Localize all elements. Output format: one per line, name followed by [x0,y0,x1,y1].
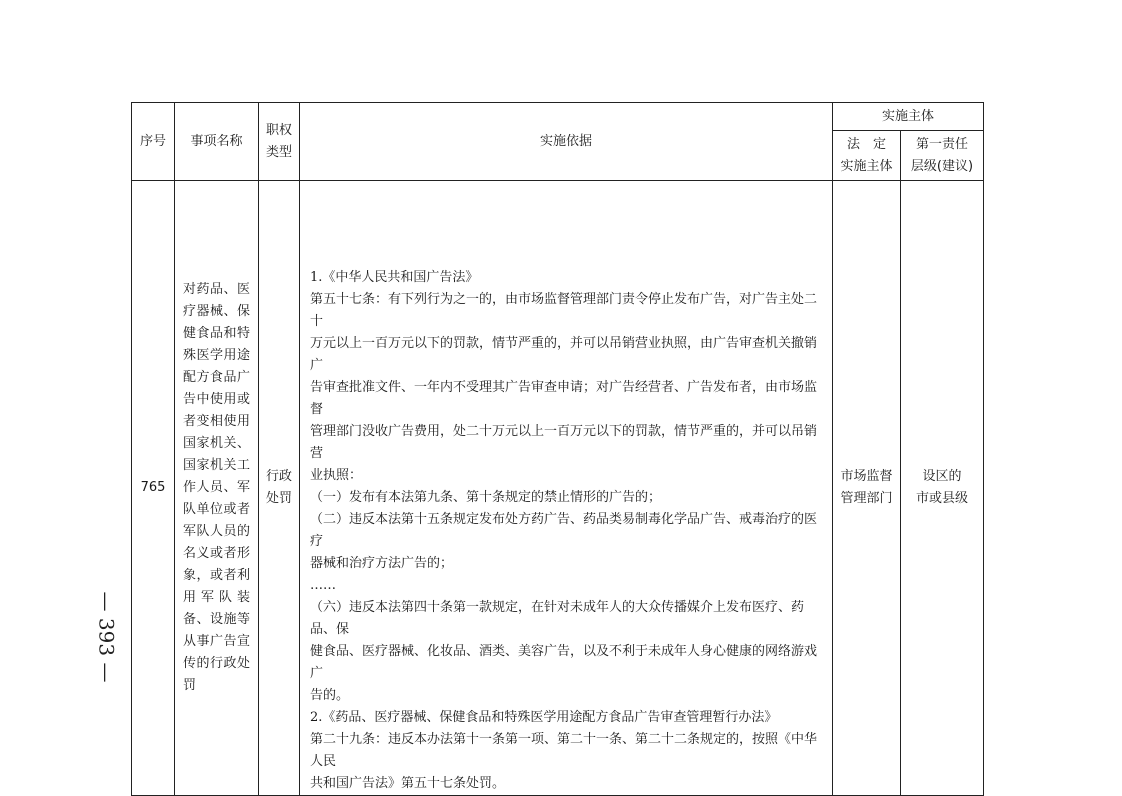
basis-line: 第五十七条：有下列行为之一的，由市场监督管理部门责令停止发布广告，对广告主处二十 [310,292,818,329]
row-name-line: 健食品和特 [183,326,250,341]
basis-line: 1.《中华人民共和国广告法》 [310,270,479,285]
row-name-line: 殊医学用途 [183,348,250,363]
basis-line: 2.《药品、医疗器械、保健食品和特殊医学用途配方食品广告审查管理暂行办法》 [310,710,778,725]
basis-line: 告审查批准文件、一年内不受理其广告审查申请；对广告经营者、广告发布者，由市场监督 [310,380,818,417]
row-name-line: 用军队装 [183,590,250,605]
row-name-line: 军队人员的 [183,524,250,539]
row-name [175,181,259,796]
header-basis: 实施依据 [300,103,833,181]
basis-line: …… [310,578,336,593]
basis-line: 器械和治疗方法广告的； [310,556,454,571]
row-name-line: 告中使用或 [183,392,250,407]
header-power-type: 职权 类型 [259,103,300,181]
basis-line: （一）发布有本法第九条、第十条规定的禁止情形的广告的； [310,490,662,505]
basis-line: 健食品、医疗器械、化妆品、酒类、美容广告，以及不利于未成年人身心健康的网络游戏广 [310,644,818,681]
basis-line: （六）违反本法第四十条第一款规定，在针对未成年人的大众传播媒介上发布医疗、药品、保 [310,600,805,637]
basis-line: 共和国广告法》第五十七条处罚。 [310,776,506,791]
header-legal-subject: 法 定 实施主体 [833,131,901,181]
header-seq: 序号 [132,103,175,181]
row-seq: 765 [132,181,175,796]
row-name-line: 对药品、医 [183,282,250,297]
header-subject: 实施主体 [833,103,984,131]
page-number: — 393 — [94,591,119,683]
basis-line: （二）违反本法第十五条规定发布处方药广告、药品类易制毒化学品广告、戒毒治疗的医疗 [310,512,818,549]
basis-line: 第二十九条：违反本办法第十一条第一项、第二十一条、第二十二条规定的，按照《中华人民 [310,732,818,769]
basis-line: 管理部门没收广告费用，处二十万元以上一百万元以下的罚款，情节严重的，并可以吊销营 [310,424,818,461]
row-legal-subject: 市场监督 管理部门 [833,181,901,796]
table-row [132,181,984,796]
row-first-level: 设区的 市或县级 [901,181,984,796]
row-power-type: 行政 处罚 [259,181,300,796]
row-name-line: 传的行政处 [183,656,250,671]
header-first-level: 第一责任 层级(建议) [901,131,984,181]
matters-table [131,102,984,796]
row-name-line: 国家机关工 [183,458,250,473]
row-name-line: 国家机关、 [183,436,250,451]
basis-line: 万元以上一百万元以下的罚款，情节严重的，并可以吊销营业执照，由广告审查机关撤销广 [310,336,818,373]
row-name-line: 备、设施等 [183,612,250,627]
row-name-line: 作人员、军 [183,480,250,495]
row-name-line: 名义或者形 [183,546,250,561]
row-name-line: 疗器械、保 [183,304,250,319]
row-name-line: 者变相使用 [183,414,250,429]
row-name-line: 象，或者利 [183,568,250,583]
basis-line: 告的。 [310,688,350,703]
row-name-line: 从事广告宣 [183,634,250,649]
row-name-line: 罚 [183,678,197,693]
header-name: 事项名称 [175,103,259,181]
basis-line: 业执照： [310,468,363,483]
row-name-line: 队单位或者 [183,502,250,517]
row-name-line: 配方食品广 [183,370,250,385]
row-basis [300,181,833,796]
